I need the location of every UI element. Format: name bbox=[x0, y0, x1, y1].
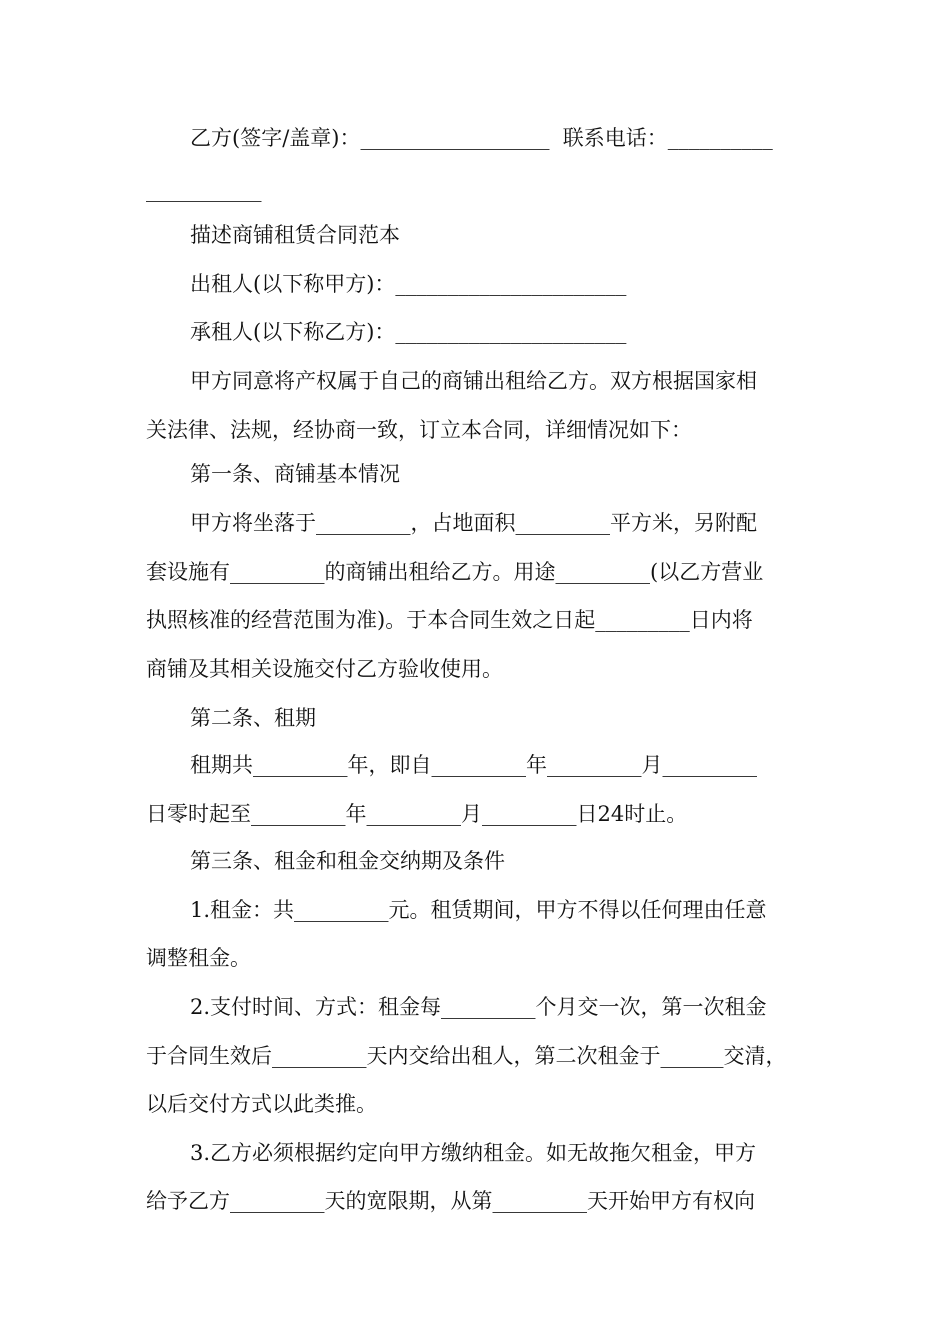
article-3-clause-3-line-1: 3.乙方必须根据约定向甲方缴纳租金。如无故拖欠租金，甲方 bbox=[190, 1141, 757, 1165]
article-2-line-1: 租期共_________年，即自_________年_________月_________ bbox=[190, 753, 757, 777]
preamble-line-2: 关法律、法规，经协商一致，订立本合同，详细情况如下： bbox=[146, 418, 692, 442]
article-2-line-2: 日零时起至_________年_________月_________日24时止。 bbox=[146, 802, 688, 826]
article-3-clause-1-line-1: 1.租金：共_________元。租赁期间，甲方不得以任何理由任意 bbox=[190, 898, 767, 922]
article-3-clause-1-line-2: 调整租金。 bbox=[146, 946, 251, 970]
lessor-field: 出租人(以下称甲方)：______________________ bbox=[190, 272, 627, 296]
article-1-line-4: 商铺及其相关设施交付乙方验收使用。 bbox=[146, 657, 503, 681]
article-2-heading: 第二条、租期 bbox=[190, 706, 316, 730]
article-1-line-2: 套设施有_________的商铺出租给乙方。用途_________(以乙方营业 bbox=[146, 560, 764, 584]
article-3-clause-2-line-2: 于合同生效后_________天内交给出租人，第二次租金于______交清， bbox=[146, 1044, 787, 1068]
article-3-clause-2-line-3: 以后交付方式以此类推。 bbox=[146, 1092, 377, 1116]
article-1-heading: 第一条、商铺基本情况 bbox=[190, 462, 400, 486]
document-title: 描述商铺租赁合同范本 bbox=[190, 223, 400, 247]
preamble-line-1: 甲方同意将产权属于自己的商铺出租给乙方。双方根据国家相 bbox=[190, 369, 757, 393]
signature-line-continuation: ___________ bbox=[146, 178, 262, 202]
article-3-heading: 第三条、租金和租金交纳期及条件 bbox=[190, 849, 505, 873]
article-3-clause-3-line-2: 给予乙方_________天的宽限期，从第_________天开始甲方有权向 bbox=[146, 1189, 755, 1213]
signature-line-party-b: 乙方(签字/盖章)：__________________ 联系电话：__________ bbox=[190, 126, 773, 150]
article-3-clause-2-line-1: 2.支付时间、方式：租金每_________个月交一次，第一次租金 bbox=[190, 995, 767, 1019]
lessee-field: 承租人(以下称乙方)：______________________ bbox=[190, 320, 627, 344]
article-1-line-1: 甲方将坐落于_________，占地面积_________平方米，另附配 bbox=[190, 511, 757, 535]
article-1-line-3: 执照核准的经营范围为准)。于本合同生效之日起_________日内将 bbox=[146, 608, 753, 632]
